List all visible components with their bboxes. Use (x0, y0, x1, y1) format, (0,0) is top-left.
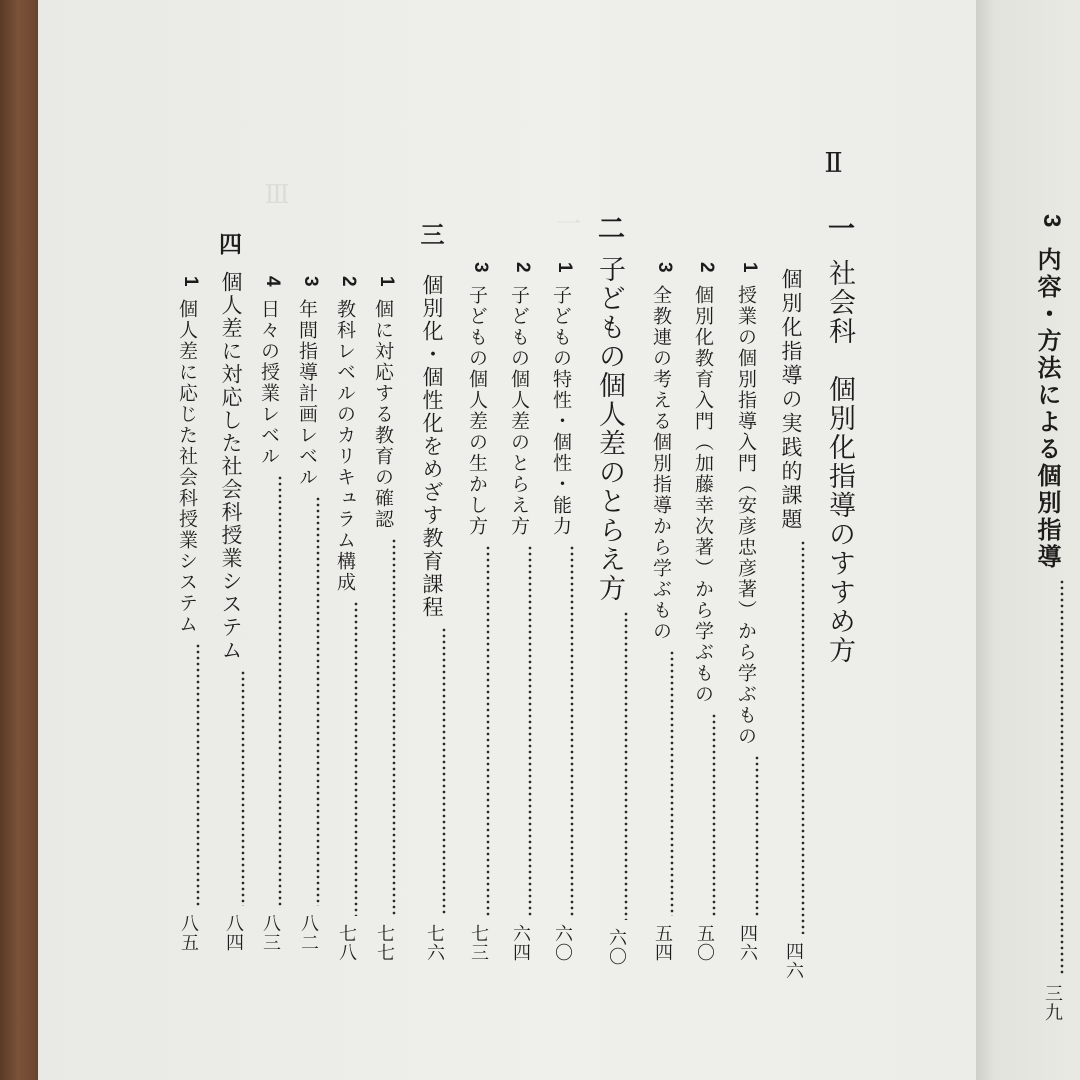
page-number: 八五 (178, 914, 199, 952)
toc-entry (648, 262, 675, 962)
entry-number: 4 (262, 276, 283, 287)
entry-title: 教科レベルのカリキュラム構成 (334, 298, 356, 593)
page-number: 七三 (468, 924, 489, 962)
toc-entry (294, 276, 321, 952)
entry-number: 2 (512, 262, 533, 273)
leader-dots (441, 627, 447, 916)
entry-title: 授業の個別指導入門（安彦忠彦著）から学ぶもの (735, 284, 757, 747)
entry-title: 個別化教育入門（加藤幸次著）から学ぶもの (692, 284, 714, 705)
leader-dots (711, 713, 717, 916)
leader-dots (195, 643, 201, 906)
leader-dots (277, 475, 283, 906)
leader-dots (315, 496, 321, 906)
leader-dots (800, 540, 806, 934)
toc-entry (506, 262, 533, 962)
toc-entry (733, 262, 760, 962)
toc-entry (370, 276, 397, 962)
entry-number: 1 (180, 276, 201, 287)
show-through-text: Ⅲ (262, 180, 292, 210)
entry-title: 子どもの個人差の生かし方 (466, 284, 488, 537)
entry-title: 個別化指導の実践的課題 (779, 268, 803, 532)
entry-number: 2 (696, 262, 717, 273)
page-number: 四六 (737, 924, 758, 962)
entry-number: 1 (739, 262, 760, 273)
entry-title: 子どもの個人差のとらえ方 (508, 284, 530, 537)
page-number: 七六 (424, 924, 445, 962)
entry-number: 1 (376, 276, 397, 287)
chapter-number: 四 (216, 232, 242, 255)
page-number: 四六 (783, 942, 804, 980)
entry-title: 全教連の考える個別指導から学ぶもの (650, 284, 672, 642)
entry-title: 内容・方法による個別指導 (1033, 247, 1062, 572)
wooden-table-edge (0, 0, 40, 1080)
leader-dots (669, 650, 675, 916)
entry-number: 2 (338, 276, 359, 287)
toc-entry (548, 262, 575, 962)
page-number: 七八 (336, 924, 357, 962)
toc-entry (332, 276, 359, 962)
leader-dots (569, 545, 575, 916)
page-number: 七七 (374, 924, 395, 962)
entry-number: 3 (300, 276, 321, 287)
page-number: 六四 (510, 924, 531, 962)
page-number: 八二 (298, 914, 319, 952)
toc-chapter-2 (590, 214, 629, 966)
entry-number: 3 (470, 262, 491, 273)
leader-dots (527, 545, 533, 916)
chapter-title: 子どもの個人差のとらえ方 (594, 255, 625, 603)
entry-title: 個人差に応じた社会科授業システム (176, 298, 198, 635)
facing-page-entry (1030, 214, 1065, 1022)
leader-dots (353, 601, 359, 916)
page-number: 三九 (1042, 984, 1063, 1022)
toc-chapter-3 (412, 222, 447, 962)
chapter-number: 三 (416, 222, 443, 246)
toc-entry (464, 262, 491, 962)
chapter-number: 二 (594, 214, 624, 241)
leader-dots (623, 611, 629, 920)
entry-title: 年間指導計画レベル (296, 298, 318, 488)
leader-dots (1059, 579, 1065, 976)
toc-entry (174, 276, 201, 952)
leader-dots (485, 545, 491, 916)
page-number: 六〇 (552, 924, 573, 962)
toc-entry (776, 268, 806, 980)
leader-dots (391, 538, 397, 916)
page-number: 五四 (652, 924, 673, 962)
page-number: 五〇 (694, 924, 715, 962)
entry-number: 3 (654, 262, 675, 273)
toc-entry (256, 276, 283, 952)
show-through-text: 一 (551, 210, 581, 236)
toc-chapter-4 (213, 232, 246, 952)
page-number: 八四 (223, 914, 244, 952)
leader-dots (240, 670, 246, 906)
toc-chapter-1 (820, 214, 859, 665)
chapter-number: 一 (824, 214, 854, 241)
entry-title: 子どもの特性・個性・能力 (550, 284, 572, 537)
part-label: Ⅱ (818, 148, 849, 179)
entry-title: 日々の授業レベル (258, 298, 280, 467)
entry-number: 3 (1038, 214, 1065, 228)
leader-dots (754, 755, 760, 916)
chapter-title: 個人差に対応した社会科授業システム (219, 271, 243, 662)
entry-title: 個に対応する教育の確認 (372, 298, 394, 530)
chapter-title: 社会科 個別化指導のすすめ方 (824, 259, 855, 665)
chapter-title: 個別化・個性化をめざす教育課程 (420, 274, 444, 619)
entry-number: 1 (554, 262, 575, 273)
toc-entry (690, 262, 717, 962)
page-number: 八三 (260, 914, 281, 952)
part-heading (818, 148, 849, 179)
page-number: 六〇 (606, 928, 627, 966)
